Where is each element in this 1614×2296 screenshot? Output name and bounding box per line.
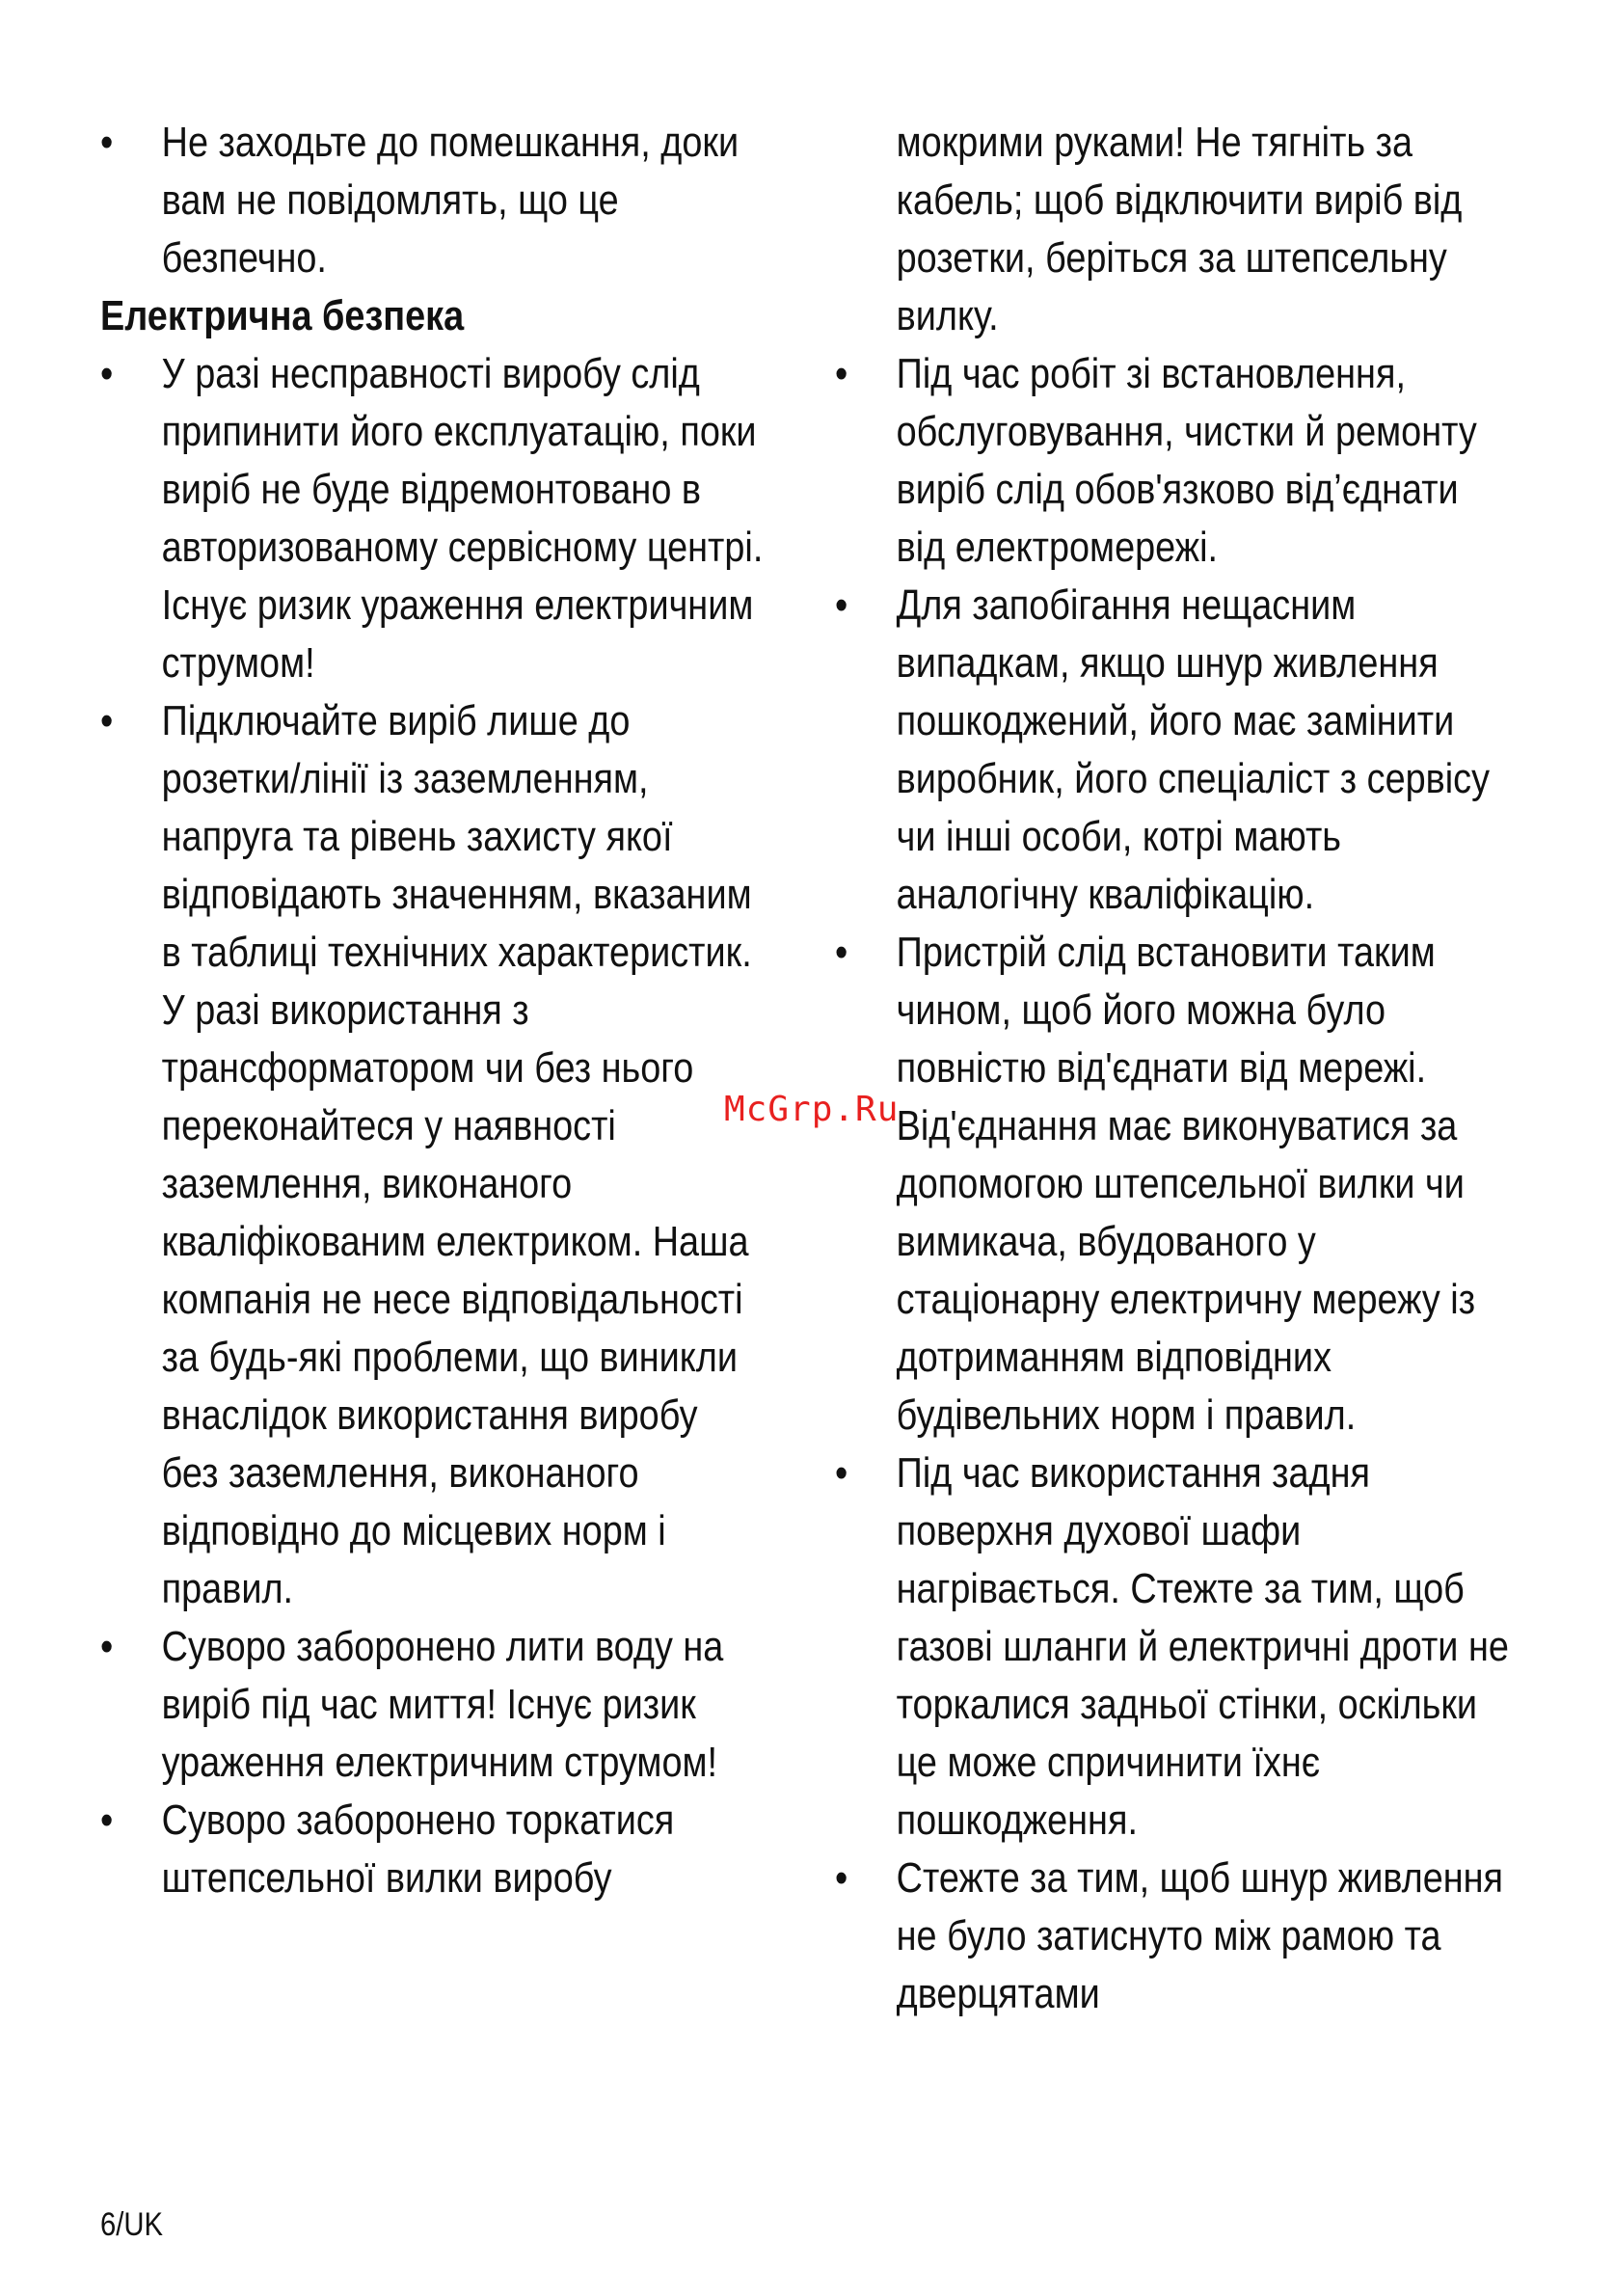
list-item (835, 1850, 1513, 2023)
list-item (100, 114, 764, 287)
bullet: • (835, 1449, 848, 1497)
bullet: • (100, 350, 114, 397)
list-item-text: Підключайте виріб лише до розетки/лінії із заземленням, напруга та рівень захисту якої відповідають значенням, вказаним в таблиці технічних характеристик. У разі використання з трансформатором чи без нього переконайтеся у наявності заземлення, виконаного кваліфікованим електриком. Наша компанія не несе відповідальності за будь-які проблеми, що виникли внаслідок використання виробу без заземлення, виконаного відповідно до місцевих норм і правил. (161, 697, 752, 1612)
page-number: 6/UK (100, 2206, 164, 2243)
list-item (835, 1445, 1513, 1850)
bullet: • (835, 1854, 848, 1902)
section-heading: Електрична безпека (100, 292, 465, 339)
bullet: • (835, 929, 848, 976)
list-item (100, 692, 764, 1618)
left-column (100, 114, 764, 1907)
list-item-text: Під час робіт зі встановлення, обслуговування, чистки й ремонту виріб слід обов'язково від’єднати від електромережі. (896, 350, 1477, 571)
list-item (100, 1618, 764, 1792)
list-item (835, 577, 1513, 924)
bullet: • (835, 350, 848, 397)
list-item-text: Для запобігання нещасним випадкам, якщо шнур живлення пошкоджений, його має замінити виробник, його спеціаліст з сервісу чи інші особи, котрі мають аналогічну кваліфікацію. (896, 581, 1491, 918)
list-item-text: Не заходьте до помешкання, доки вам не повідомлять, що це безпечно. (161, 119, 740, 282)
right-column (835, 114, 1513, 2023)
list-item-text: Під час використання задня поверхня духової шафи нагрівається. Стежте за тим, щоб газові шланги й електричні дроти не торкалися задньої стінки, оскільки це може спричинити їхнє пошкодження. (896, 1449, 1509, 1844)
bullet: • (100, 1623, 114, 1670)
list-item (100, 345, 764, 692)
bullet: • (100, 697, 114, 744)
list-item-text: Суворо заборонено торкатися штепсельної вилки виробу (161, 1796, 675, 1902)
bullet: • (100, 1796, 114, 1844)
list-item (835, 924, 1513, 1445)
list-item-text: Стежте за тим, щоб шнур живлення не було затиснуто між рамою та дверцятами (896, 1854, 1504, 2017)
bullet: • (835, 581, 848, 629)
list-item (100, 1792, 764, 1907)
list-item-text: Пристрій слід встановити таким чином, щоб його можна було повністю від'єднати від мережі. Від'єднання має виконуватися за допомогою штепсельної вилки чи вимикача, вбудованого у стаціонарну електричну мережу із дотриманням відповідних будівельних норм і правил. (896, 929, 1476, 1439)
watermark: McGrp.Ru (724, 1090, 900, 1129)
list-item-text: У разі несправності виробу слід припинити його експлуатацію, поки виріб не буде відремонтовано в авторизованому сервісному центрі. Існує ризик ураження електричним струмом! (161, 350, 764, 687)
continued-text: мокрими руками! Не тягніть за кабель; щоб відключити виріб від розетки, беріться за штепсельну вилку. (896, 119, 1463, 339)
list-item-text: Суворо заборонено лити воду на виріб під час миття! Існує ризик ураження електричним струмом! (161, 1623, 724, 1786)
bullet: • (100, 119, 114, 166)
list-item (835, 345, 1513, 577)
